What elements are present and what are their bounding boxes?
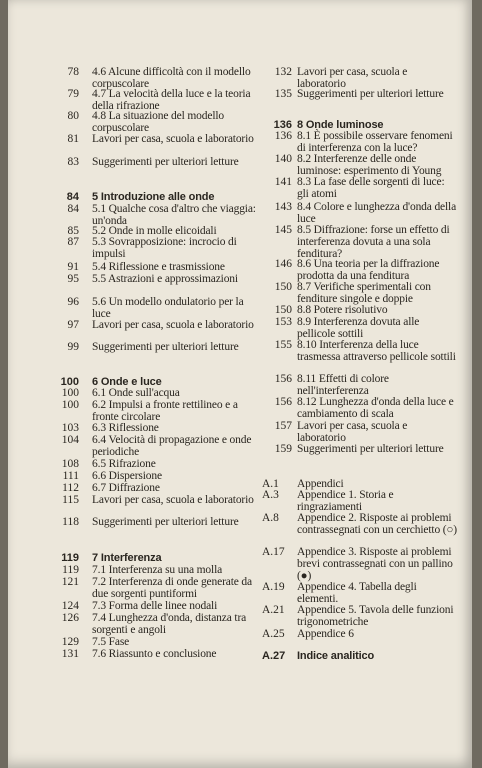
toc-entry-title: Suggerimenti per ulteriori letture — [92, 516, 239, 528]
toc-entry-title: Appendice 5. Tavola delle funzioni trigonometriche — [297, 604, 454, 628]
toc-entry-title: Appendici — [297, 478, 344, 490]
toc-page-number: 84 — [66, 191, 79, 203]
toc-page-number: 79 — [67, 88, 79, 100]
toc-entry-title: 8.3 La fase delle sorgenti di luce: gli atomi — [297, 176, 445, 200]
toc-entry — [8, 650, 472, 662]
toc-entry-title: 8.5 Diffrazione: forse un effetto di interferenza dovuta a una sola fenditura? — [297, 224, 450, 260]
toc-page-number: 141 — [274, 176, 292, 188]
toc-entry — [8, 443, 472, 467]
toc-page-number: 136 — [274, 130, 292, 142]
toc-entry — [8, 176, 472, 200]
toc-entry — [8, 581, 472, 605]
toc-entry-title: Lavori per casa, scuola e laboratorio — [92, 319, 254, 331]
toc-entry-title: 6.3 Riflessione — [92, 422, 159, 434]
toc-chapter-title: 8 Onde luminose — [297, 119, 384, 131]
toc-entry — [8, 201, 472, 225]
toc-page-number: 155 — [274, 339, 292, 351]
toc-page-number: 100 — [61, 387, 79, 399]
toc-chapter-title: Indice analitico — [297, 650, 375, 662]
toc-entry-title: 8.8 Potere risolutivo — [297, 304, 388, 316]
toc-page-number: 143 — [274, 201, 292, 213]
toc-entry — [8, 153, 472, 177]
toc-chapter-title: 5 Introduzione alle onde — [92, 191, 215, 203]
toc-entry — [8, 512, 472, 548]
toc-page-number: 119 — [61, 552, 79, 564]
toc-page-number: 131 — [61, 648, 79, 660]
toc-page-number: 145 — [274, 224, 292, 236]
toc-entry — [8, 316, 472, 340]
toc-entry-title: 6.5 Rifrazione — [92, 458, 156, 470]
toc-page-number: 136 — [273, 119, 292, 131]
toc-entry-title: Appendice 6 — [297, 628, 354, 640]
toc-page-number: 112 — [62, 482, 79, 494]
toc-entry-title: 7.2 Interferenza di onde generate da due sorgenti puntiformi — [92, 576, 252, 600]
toc-entry-title: 6.6 Dispersione — [92, 470, 162, 482]
toc-entry-title: Suggerimenti per ulteriori letture — [92, 156, 239, 168]
toc-page-number: 108 — [61, 458, 79, 470]
toc-entry-title: Appendice 1. Storia e ringraziamenti — [297, 489, 394, 513]
toc-entry-title: 6.7 Diffrazione — [92, 482, 160, 494]
toc-page-number: 146 — [274, 258, 292, 270]
toc-page-number: A.1 — [262, 478, 279, 490]
toc-entry-title: Appendice 4. Tabella degli elementi. — [297, 581, 417, 605]
toc-page-number: 95 — [67, 273, 79, 285]
toc-entry-title: 5.4 Riflessione e trasmissione — [92, 261, 225, 273]
toc-entry-title: 5.6 Un modello ondulatorio per la luce — [92, 296, 244, 320]
toc-page-number: 124 — [61, 600, 79, 612]
toc-page-number: 80 — [67, 110, 79, 122]
toc-entry — [8, 628, 472, 640]
toc-page-number: A.3 — [262, 489, 279, 501]
toc-page-number: 100 — [60, 376, 79, 388]
toc-entry — [8, 420, 472, 444]
toc-page-number: A.17 — [262, 546, 285, 558]
toc-entry-title: Lavori per casa, scuola e laboratorio — [297, 66, 408, 90]
toc-page-number: 118 — [62, 516, 79, 528]
toc-entry-title: 8.2 Interferenze delle onde luminose: esperimento di Young — [297, 153, 442, 177]
toc-entry-title: 5.2 Onde in molle elicoidali — [92, 225, 217, 237]
toc-entry-title: 5.5 Astrazioni e approssimazioni — [92, 273, 238, 285]
toc-page-number: A.19 — [262, 581, 285, 593]
toc-entry-title: 8.9 Interferenza dovuta alle pellicole sottili — [297, 316, 420, 340]
toc-entry-title: 4.6 Alcune difficoltà con il modello corpuscolare — [92, 66, 251, 90]
toc-page-number: A.21 — [262, 604, 285, 616]
toc-entry-title: 7.5 Fase — [92, 636, 130, 648]
toc-page-number: 140 — [274, 153, 292, 165]
toc-page-number: 83 — [67, 156, 79, 168]
toc-page-number: 121 — [61, 576, 79, 588]
toc-entry-title: Lavori per casa, scuola e laboratorio — [297, 420, 408, 444]
toc-page-number: 103 — [61, 422, 79, 434]
toc-right-column — [8, 0, 472, 768]
toc-page-number: 91 — [67, 261, 79, 273]
toc-entry-title: 5.3 Sovrapposizione: incrocio di impulsi — [92, 236, 237, 260]
toc-entry-title: 4.8 La situazione del modello corpuscolare — [92, 110, 225, 134]
toc-entry-title: 8.7 Verifiche sperimentali con fenditure singole e doppie — [297, 281, 431, 305]
toc-entry — [8, 604, 472, 628]
toc-entry — [8, 304, 472, 316]
toc-page-number: 85 — [67, 225, 79, 237]
toc-entry-title: Suggerimenti per ulteriori letture — [92, 341, 239, 353]
toc-page-number: 87 — [67, 236, 79, 248]
toc-page-number: 153 — [274, 316, 292, 328]
toc-entry-title: 8.6 Una teoria per la diffrazione prodotta da una fenditura — [297, 258, 440, 282]
toc-entry-title: 8.12 Lunghezza d'onda della luce e cambiamento di scala — [297, 396, 454, 420]
toc-entry-title: 5.1 Qualche cosa d'altro che viaggia: un'onda — [92, 203, 256, 227]
toc-entry-title: Appendice 3. Risposte ai problemi brevi contrassegnati con un pallino (●) — [297, 546, 453, 582]
toc-page-number: 157 — [274, 420, 292, 432]
toc-page-number: 150 — [274, 304, 292, 316]
toc-page-number: A.8 — [262, 512, 279, 524]
toc-page-number: A.25 — [262, 628, 285, 640]
toc-page-number: 111 — [62, 470, 79, 482]
toc-page-number: 129 — [61, 636, 79, 648]
toc-entry — [8, 339, 472, 375]
toc-entry — [8, 489, 472, 513]
toc-entry-title: 8.10 Interferenza della luce trasmessa attraverso pellicole sottili — [297, 339, 456, 363]
toc-entry-title: Suggerimenti per ulteriori letture — [297, 88, 444, 100]
toc-page-number: A.27 — [262, 650, 286, 662]
toc-entry-title: 8.4 Colore e lunghezza d'onda della luce — [297, 201, 457, 225]
toc-entry-title: 7.6 Riassunto e conclusione — [92, 648, 217, 660]
toc-entry-title: 7.4 Lunghezza d'onda, distanza tra sorgenti e angoli — [92, 612, 247, 636]
toc-page-number: 156 — [274, 373, 292, 385]
toc-entry-title: Suggerimenti per ulteriori letture — [297, 443, 444, 455]
toc-page-number: 99 — [67, 341, 79, 353]
toc-chapter-title: 7 Interferenza — [92, 552, 162, 564]
toc-entry — [8, 281, 472, 305]
toc-entry-title: 8.1 È possibile osservare fenomeni di interferenza con la luce? — [297, 130, 453, 154]
toc-page-number: 78 — [67, 66, 79, 78]
toc-page-number: 156 — [274, 396, 292, 408]
toc-entry-title: 4.7 La velocità della luce e la teoria della rifrazione — [92, 88, 251, 112]
toc-entry-title: Lavori per casa, scuola e laboratorio — [92, 133, 254, 145]
toc-entry — [8, 88, 472, 112]
toc-entry-title: Appendice 2. Risposte ai problemi contrassegnati con un cerchietto (○) — [297, 512, 457, 536]
toc-page-number: 96 — [67, 296, 79, 308]
toc-entry — [8, 224, 472, 260]
toc-entry-title: Lavori per casa, scuola e laboratorio — [92, 494, 254, 506]
toc-entry — [8, 373, 472, 397]
toc-entry-title: 8.11 Effetti di colore nell'interferenza — [297, 373, 389, 397]
toc-entry-title: 6.4 Velocità di propagazione e onde periodiche — [92, 434, 252, 458]
toc-chapter-title: 6 Onde e luce — [92, 376, 162, 388]
toc-page-number: 159 — [274, 443, 292, 455]
toc-page-number: 132 — [274, 66, 292, 78]
toc-page-number: 150 — [274, 281, 292, 293]
toc-page-number: 104 — [61, 434, 79, 446]
toc-page-number: 97 — [67, 319, 79, 331]
toc-entry — [8, 66, 472, 90]
book-page — [8, 0, 472, 768]
toc-page-number: 115 — [62, 494, 79, 506]
toc-page-number: 84 — [67, 203, 79, 215]
toc-entry-title: 6.2 Impulsi a fronte rettilineo e a fronte circolare — [92, 399, 238, 423]
toc-page-number: 81 — [67, 133, 79, 145]
toc-page-number: 119 — [62, 564, 79, 576]
toc-page-number: 135 — [274, 88, 292, 100]
toc-entry — [8, 130, 472, 154]
toc-entry — [8, 546, 472, 582]
toc-entry-title: 7.1 Interferenza su una molla — [92, 564, 223, 576]
toc-entry-title: 6.1 Onde sull'acqua — [92, 387, 180, 399]
toc-entry-title: 7.3 Forma delle linee nodali — [92, 600, 218, 612]
toc-page-number: 126 — [61, 612, 79, 624]
toc-entry — [8, 258, 472, 282]
toc-page-number: 100 — [61, 399, 79, 411]
